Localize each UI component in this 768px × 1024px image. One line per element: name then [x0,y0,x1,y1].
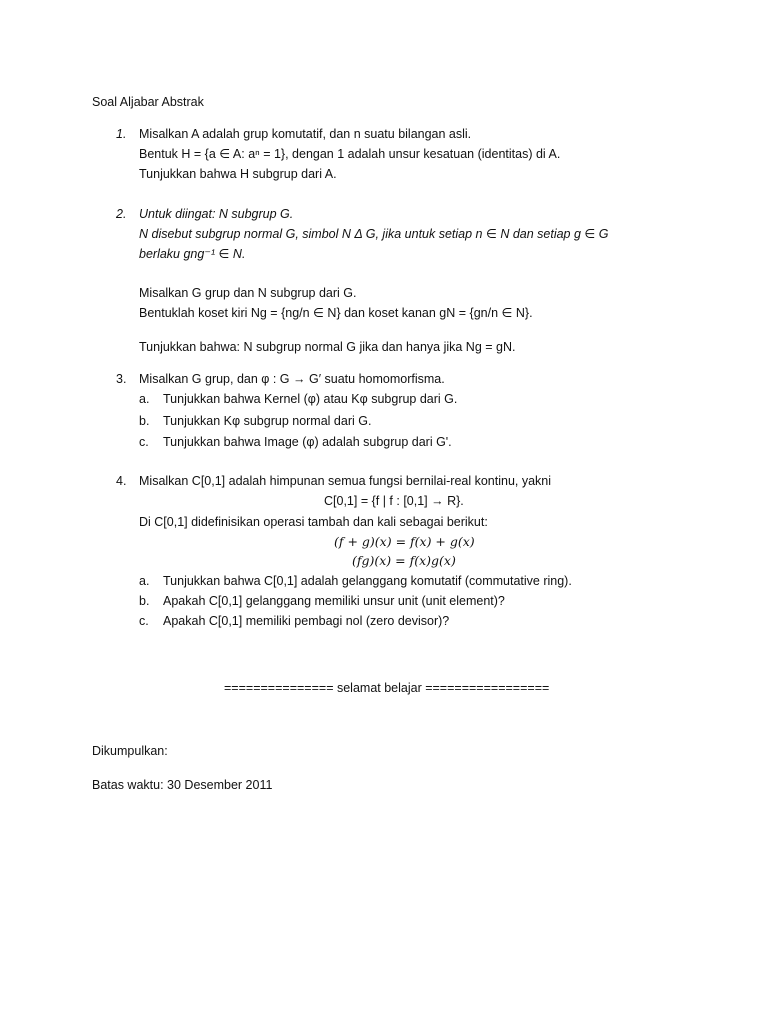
q4-equation-product: (fg)(x) = f(x)g(x) [352,553,456,568]
q3-a: Tunjukkan bahwa Kernel (φ) atau Kφ subgrup dari G. [163,392,458,406]
q4-b-label: b. [139,594,150,608]
q2-line5: Bentuklah koset kiri Ng = {ng/n ∈ N} dan koset kanan gN = {gn/n ∈ N}. [139,306,533,320]
q4-set-definition: C[0,1] = {f | f : [0,1] → R}. [324,494,464,508]
q2-line1: Untuk diingat: N subgrup G. [139,207,294,221]
q2-line4: Misalkan G grup dan N subgrup dari G. [139,286,357,300]
q3-c: Tunjukkan bahwa Image (φ) adalah subgrup dari G'. [163,435,452,449]
q2-line3: berlaku gng⁻¹ ∈ N. [139,247,246,261]
q3-b: Tunjukkan Kφ subgrup normal dari G. [163,414,372,428]
closing-line: =============== selamat belajar ================= [224,681,550,695]
q4-b: Apakah C[0,1] gelanggang memiliki unsur unit (unit element)? [163,594,505,608]
deadline: Batas waktu: 30 Desember 2011 [92,778,273,792]
document-title: Soal Aljabar Abstrak [92,95,204,109]
q4-a: Tunjukkan bahwa C[0,1] adalah gelanggang komutatif (commutative ring). [163,574,572,588]
q1-number: 1. [116,127,127,141]
q4-c-label: c. [139,614,149,628]
q1-line1: Misalkan A adalah grup komutatif, dan n suatu bilangan asli. [139,127,472,141]
q1-line2: Bentuk H = {a ∈ A: aⁿ = 1}, dengan 1 adalah unsur kesatuan (identitas) di A. [139,147,561,161]
q4-line3: Di C[0,1] didefinisikan operasi tambah dan kali sebagai berikut: [139,515,488,529]
q1-line3: Tunjukkan bahwa H subgrup dari A. [139,167,337,181]
q4-line1: Misalkan C[0,1] adalah himpunan semua fungsi bernilai-real kontinu, yakni [139,474,552,488]
q4-a-label: a. [139,574,150,588]
q3-b-label: b. [139,414,150,428]
q2-line6: Tunjukkan bahwa: N subgrup normal G jika dan hanya jika Ng = gN. [139,340,516,354]
q4-number: 4. [116,474,127,488]
q3-a-label: a. [139,392,150,406]
q4-equation-sum: (f + g)(x) = f(x) + g(x) [334,534,475,549]
q3-c-label: c. [139,435,149,449]
q3-number: 3. [116,372,127,386]
submitted-label: Dikumpulkan: [92,744,168,758]
q3-line1: Misalkan G grup, dan φ : G → G′ suatu homomorfisma. [139,372,445,386]
q4-c: Apakah C[0,1] memiliki pembagi nol (zero devisor)? [163,614,450,628]
q2-number: 2. [116,207,127,221]
q2-line2: N disebut subgrup normal G, simbol N Δ G, jika untuk setiap n ∈ N dan setiap g ∈ G [139,227,609,241]
